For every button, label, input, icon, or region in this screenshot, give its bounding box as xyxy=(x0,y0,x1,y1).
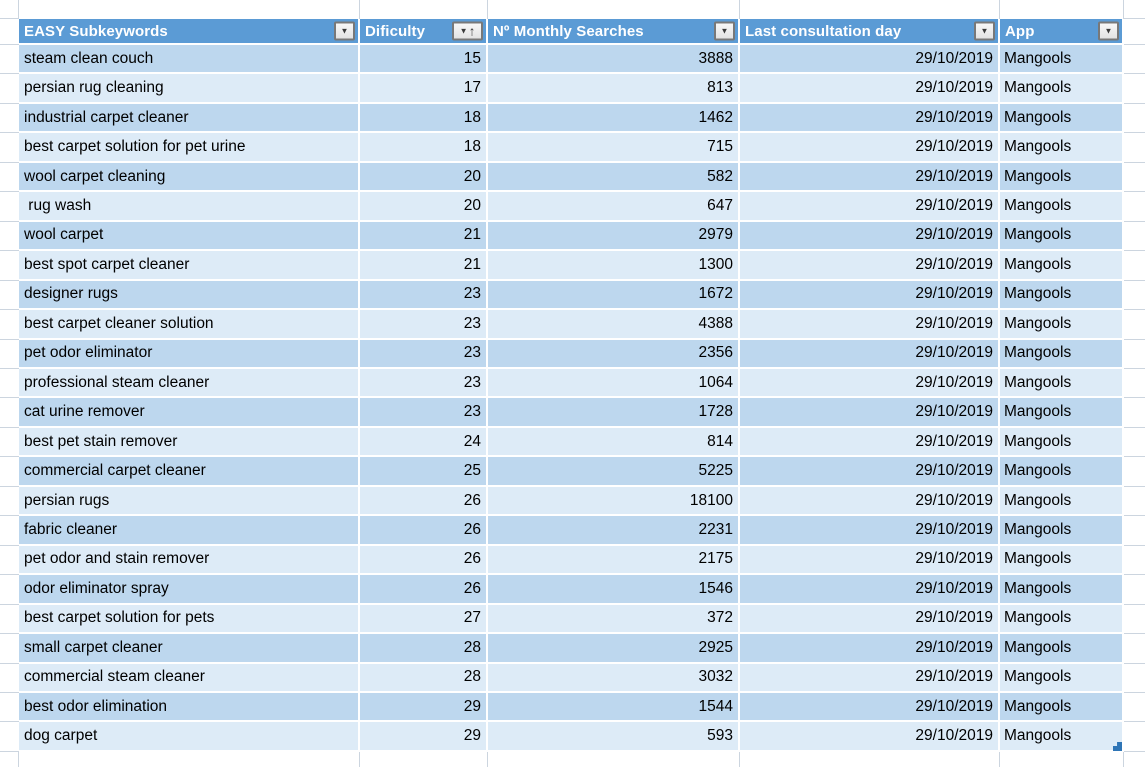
cell-app[interactable]: Mangools xyxy=(1000,457,1124,486)
right-margin-cell xyxy=(1124,222,1145,251)
cell-difficulty[interactable]: 23 xyxy=(360,398,488,427)
gridline-segment xyxy=(488,752,740,767)
cell-keyword[interactable]: best spot carpet cleaner xyxy=(19,251,360,280)
right-margin-cell xyxy=(1124,693,1145,722)
cell-last-consultation-day[interactable]: 29/10/2019 xyxy=(740,575,1000,604)
cell-difficulty[interactable]: 28 xyxy=(360,634,488,663)
cell-app[interactable]: Mangools xyxy=(1000,104,1124,133)
cell-keyword[interactable]: persian rugs xyxy=(19,487,360,516)
right-margin-cell xyxy=(1124,192,1145,221)
right-margin-cell xyxy=(1124,310,1145,339)
right-margin-cell xyxy=(1124,133,1145,162)
left-margin-cell xyxy=(0,310,19,339)
cell-keyword[interactable]: fabric cleaner xyxy=(19,516,360,545)
cell-app[interactable]: Mangools xyxy=(1000,45,1124,74)
cell-last-consultation-day[interactable]: 29/10/2019 xyxy=(740,546,1000,575)
table-row xyxy=(0,428,1145,457)
left-margin-cell xyxy=(0,516,19,545)
cell-keyword[interactable]: best carpet cleaner solution xyxy=(19,310,360,339)
cell-keyword[interactable]: best carpet solution for pet urine xyxy=(19,133,360,162)
table-row xyxy=(0,575,1145,604)
left-margin-cell xyxy=(0,74,19,103)
gridline-segment xyxy=(0,752,19,767)
gridline-segment xyxy=(740,0,1000,19)
cell-keyword[interactable]: best odor elimination xyxy=(19,693,360,722)
left-margin-cell xyxy=(0,546,19,575)
cell-difficulty[interactable]: 23 xyxy=(360,340,488,369)
cell-app[interactable]: Mangools xyxy=(1000,398,1124,427)
right-margin-cell xyxy=(1124,19,1145,45)
right-margin-cell xyxy=(1124,457,1145,486)
cell-last-consultation-day[interactable]: 29/10/2019 xyxy=(740,104,1000,133)
cell-app[interactable]: Mangools xyxy=(1000,163,1124,192)
cell-difficulty[interactable]: 17 xyxy=(360,74,488,103)
left-margin-cell xyxy=(0,281,19,310)
top-margin xyxy=(0,0,1145,19)
cell-monthly-searches[interactable]: 582 xyxy=(488,163,740,192)
cell-last-consultation-day[interactable]: 29/10/2019 xyxy=(740,693,1000,722)
cell-monthly-searches[interactable]: 1544 xyxy=(488,693,740,722)
cell-monthly-searches[interactable]: 593 xyxy=(488,722,740,751)
filter-dropdown-icon: ▼ xyxy=(1104,26,1113,35)
cell-monthly-searches[interactable]: 2175 xyxy=(488,546,740,575)
filter-dropdown-icon: ▼ xyxy=(980,26,989,35)
cell-last-consultation-day[interactable]: 29/10/2019 xyxy=(740,398,1000,427)
cell-last-consultation-day[interactable]: 29/10/2019 xyxy=(740,133,1000,162)
cell-app[interactable]: Mangools xyxy=(1000,310,1124,339)
left-margin-cell xyxy=(0,340,19,369)
cell-keyword[interactable]: odor eliminator spray xyxy=(19,575,360,604)
cell-last-consultation-day[interactable]: 29/10/2019 xyxy=(740,428,1000,457)
cell-monthly-searches[interactable]: 814 xyxy=(488,428,740,457)
table-row xyxy=(0,516,1145,545)
sort-ascending-icon: ↑ xyxy=(468,23,476,39)
filter-dropdown-icon: ▼ xyxy=(340,26,349,35)
cell-app[interactable]: Mangools xyxy=(1000,605,1124,634)
header-label: EASY Subkeywords xyxy=(24,22,168,40)
cell-monthly-searches[interactable]: 1064 xyxy=(488,369,740,398)
cell-difficulty[interactable]: 29 xyxy=(360,693,488,722)
cell-last-consultation-day[interactable]: 29/10/2019 xyxy=(740,664,1000,693)
cell-monthly-searches[interactable]: 2979 xyxy=(488,222,740,251)
cell-keyword[interactable]: professional steam cleaner xyxy=(19,369,360,398)
left-margin-cell xyxy=(0,693,19,722)
cell-app[interactable]: Mangools xyxy=(1000,428,1124,457)
left-margin-cell xyxy=(0,457,19,486)
table-row xyxy=(0,369,1145,398)
header-label: Nº Monthly Searches xyxy=(493,22,644,40)
left-margin-cell xyxy=(0,398,19,427)
right-margin-cell xyxy=(1124,45,1145,74)
cell-last-consultation-day[interactable]: 29/10/2019 xyxy=(740,222,1000,251)
right-margin-cell xyxy=(1124,398,1145,427)
cell-keyword[interactable]: steam clean couch xyxy=(19,45,360,74)
filter-dropdown-icon: ▼ xyxy=(459,26,468,35)
cell-app[interactable]: Mangools xyxy=(1000,340,1124,369)
table-row xyxy=(0,487,1145,516)
cell-difficulty[interactable]: 23 xyxy=(360,310,488,339)
right-margin-cell xyxy=(1124,722,1145,751)
table-row xyxy=(0,722,1145,751)
table-body xyxy=(0,45,1145,752)
cell-last-consultation-day[interactable]: 29/10/2019 xyxy=(740,74,1000,103)
gridline-segment xyxy=(360,752,488,767)
table-row xyxy=(0,74,1145,103)
gridline-segment xyxy=(0,0,19,19)
cell-keyword[interactable]: rug wash xyxy=(19,192,360,221)
cell-app[interactable]: Mangools xyxy=(1000,634,1124,663)
table-row xyxy=(0,133,1145,162)
gridline-segment xyxy=(1000,0,1124,19)
right-margin-cell xyxy=(1124,251,1145,280)
cell-difficulty[interactable]: 23 xyxy=(360,369,488,398)
cell-keyword[interactable]: commercial carpet cleaner xyxy=(19,457,360,486)
cell-app[interactable]: Mangools xyxy=(1000,251,1124,280)
right-margin-cell xyxy=(1124,163,1145,192)
left-margin-cell xyxy=(0,722,19,751)
cell-monthly-searches[interactable]: 1546 xyxy=(488,575,740,604)
cell-monthly-searches[interactable]: 1300 xyxy=(488,251,740,280)
gridline-segment xyxy=(1000,752,1124,767)
cell-keyword[interactable]: small carpet cleaner xyxy=(19,634,360,663)
cell-monthly-searches[interactable]: 3032 xyxy=(488,664,740,693)
table-row xyxy=(0,693,1145,722)
cell-monthly-searches[interactable]: 647 xyxy=(488,192,740,221)
cell-difficulty[interactable]: 20 xyxy=(360,163,488,192)
table-row xyxy=(0,398,1145,427)
table-row xyxy=(0,340,1145,369)
left-margin-cell xyxy=(0,428,19,457)
cell-keyword[interactable]: commercial steam cleaner xyxy=(19,664,360,693)
cell-monthly-searches[interactable]: 372 xyxy=(488,605,740,634)
left-margin-cell xyxy=(0,487,19,516)
cell-last-consultation-day[interactable]: 29/10/2019 xyxy=(740,457,1000,486)
table-row xyxy=(0,281,1145,310)
filter-button-app[interactable] xyxy=(1098,22,1119,41)
cell-keyword[interactable]: pet odor and stain remover xyxy=(19,546,360,575)
cell-difficulty[interactable]: 26 xyxy=(360,575,488,604)
header-last-consultation-day[interactable] xyxy=(740,19,1000,45)
filter-button-last-consultation-day[interactable] xyxy=(974,22,995,41)
cell-difficulty[interactable]: 24 xyxy=(360,428,488,457)
cell-difficulty[interactable]: 26 xyxy=(360,516,488,545)
bottom-margin xyxy=(0,752,1145,767)
gridline-segment xyxy=(360,0,488,19)
left-margin-cell xyxy=(0,163,19,192)
right-margin-cell xyxy=(1124,516,1145,545)
left-margin-cell xyxy=(0,575,19,604)
left-margin-cell xyxy=(0,19,19,45)
cell-monthly-searches[interactable]: 1462 xyxy=(488,104,740,133)
cell-app[interactable]: Mangools xyxy=(1000,546,1124,575)
cell-difficulty[interactable]: 18 xyxy=(360,133,488,162)
right-margin-cell xyxy=(1124,575,1145,604)
cell-last-consultation-day[interactable]: 29/10/2019 xyxy=(740,251,1000,280)
gridline-segment xyxy=(740,752,1000,767)
table-row xyxy=(0,222,1145,251)
right-margin-cell xyxy=(1124,546,1145,575)
left-margin-cell xyxy=(0,369,19,398)
cell-app[interactable]: Mangools xyxy=(1000,74,1124,103)
cell-last-consultation-day[interactable]: 29/10/2019 xyxy=(740,163,1000,192)
cell-difficulty[interactable]: 29 xyxy=(360,722,488,751)
cell-monthly-searches[interactable]: 2356 xyxy=(488,340,740,369)
filter-button-easy-subkeywords[interactable] xyxy=(334,22,355,41)
right-margin-cell xyxy=(1124,369,1145,398)
cell-keyword[interactable]: persian rug cleaning xyxy=(19,74,360,103)
right-margin-cell xyxy=(1124,281,1145,310)
cell-app[interactable]: Mangools xyxy=(1000,487,1124,516)
cell-last-consultation-day[interactable]: 29/10/2019 xyxy=(740,516,1000,545)
cell-monthly-searches[interactable]: 813 xyxy=(488,74,740,103)
cell-difficulty[interactable]: 18 xyxy=(360,104,488,133)
table-row xyxy=(0,546,1145,575)
left-margin-cell xyxy=(0,634,19,663)
cell-monthly-searches[interactable]: 5225 xyxy=(488,457,740,486)
gridline-segment xyxy=(488,0,740,19)
cell-difficulty[interactable]: 26 xyxy=(360,487,488,516)
left-margin-cell xyxy=(0,133,19,162)
cell-last-consultation-day[interactable]: 29/10/2019 xyxy=(740,310,1000,339)
cell-difficulty[interactable]: 21 xyxy=(360,251,488,280)
left-margin-cell xyxy=(0,192,19,221)
cell-last-consultation-day[interactable]: 29/10/2019 xyxy=(740,45,1000,74)
filter-dropdown-icon: ▼ xyxy=(720,26,729,35)
header-label: Dificulty xyxy=(365,22,426,40)
cell-keyword[interactable]: wool carpet xyxy=(19,222,360,251)
header-label: Last consultation day xyxy=(745,22,902,40)
cell-difficulty[interactable]: 27 xyxy=(360,605,488,634)
cell-monthly-searches[interactable]: 2925 xyxy=(488,634,740,663)
table-row xyxy=(0,192,1145,221)
cell-app[interactable]: Mangools xyxy=(1000,192,1124,221)
cell-app[interactable]: Mangools xyxy=(1000,133,1124,162)
cell-keyword[interactable]: wool carpet cleaning xyxy=(19,163,360,192)
filter-button-dificulty-sorted[interactable] xyxy=(452,22,483,41)
cell-last-consultation-day[interactable]: 29/10/2019 xyxy=(740,369,1000,398)
left-margin-cell xyxy=(0,222,19,251)
header-easy-subkeywords[interactable] xyxy=(19,19,360,45)
cell-app[interactable]: Mangools xyxy=(1000,369,1124,398)
cell-difficulty[interactable]: 28 xyxy=(360,664,488,693)
right-margin-cell xyxy=(1124,664,1145,693)
cell-monthly-searches[interactable]: 1728 xyxy=(488,398,740,427)
left-margin-cell xyxy=(0,251,19,280)
left-margin-cell xyxy=(0,605,19,634)
cell-keyword[interactable]: pet odor eliminator xyxy=(19,340,360,369)
right-margin-cell xyxy=(1124,340,1145,369)
header-app[interactable] xyxy=(1000,19,1124,45)
table-row xyxy=(0,251,1145,280)
table-row xyxy=(0,664,1145,693)
table-row xyxy=(0,104,1145,133)
filter-button-monthly-searches[interactable] xyxy=(714,22,735,41)
cell-keyword[interactable]: industrial carpet cleaner xyxy=(19,104,360,133)
cell-keyword[interactable]: best pet stain remover xyxy=(19,428,360,457)
header-label: App xyxy=(1005,22,1035,40)
cell-last-consultation-day[interactable]: 29/10/2019 xyxy=(740,340,1000,369)
table-row xyxy=(0,457,1145,486)
cell-app[interactable]: Mangools xyxy=(1000,516,1124,545)
cell-keyword[interactable]: cat urine remover xyxy=(19,398,360,427)
cell-app[interactable]: Mangools xyxy=(1000,281,1124,310)
table-row xyxy=(0,605,1145,634)
left-margin-cell xyxy=(0,104,19,133)
cell-difficulty[interactable]: 20 xyxy=(360,192,488,221)
cell-app[interactable]: Mangools xyxy=(1000,722,1124,751)
table-row xyxy=(0,45,1145,74)
cell-last-consultation-day[interactable]: 29/10/2019 xyxy=(740,605,1000,634)
right-margin-cell xyxy=(1124,428,1145,457)
cell-app[interactable]: Mangools xyxy=(1000,693,1124,722)
cell-keyword[interactable]: dog carpet xyxy=(19,722,360,751)
cell-monthly-searches[interactable]: 4388 xyxy=(488,310,740,339)
cell-app[interactable]: Mangools xyxy=(1000,575,1124,604)
right-margin-cell xyxy=(1124,605,1145,634)
cell-app[interactable]: Mangools xyxy=(1000,222,1124,251)
table-row xyxy=(0,634,1145,663)
right-margin-cell xyxy=(1124,487,1145,516)
cell-difficulty[interactable]: 26 xyxy=(360,546,488,575)
cell-keyword[interactable]: designer rugs xyxy=(19,281,360,310)
cell-last-consultation-day[interactable]: 29/10/2019 xyxy=(740,281,1000,310)
cell-last-consultation-day[interactable]: 29/10/2019 xyxy=(740,634,1000,663)
cell-keyword[interactable]: best carpet solution for pets xyxy=(19,605,360,634)
cell-last-consultation-day[interactable]: 29/10/2019 xyxy=(740,722,1000,751)
cell-last-consultation-day[interactable]: 29/10/2019 xyxy=(740,487,1000,516)
right-margin-cell xyxy=(1124,74,1145,103)
cell-monthly-searches[interactable]: 1672 xyxy=(488,281,740,310)
gridline-segment xyxy=(19,0,360,19)
gridline-segment xyxy=(19,752,360,767)
cell-app[interactable]: Mangools xyxy=(1000,664,1124,693)
left-margin-cell xyxy=(0,664,19,693)
gridline-segment xyxy=(1124,0,1145,19)
cell-difficulty[interactable]: 15 xyxy=(360,45,488,74)
cell-last-consultation-day[interactable]: 29/10/2019 xyxy=(740,192,1000,221)
table-header-row xyxy=(0,19,1145,45)
header-monthly-searches[interactable] xyxy=(488,19,740,45)
cell-difficulty[interactable]: 21 xyxy=(360,222,488,251)
right-margin-cell xyxy=(1124,104,1145,133)
right-margin-cell xyxy=(1124,634,1145,663)
table-row xyxy=(0,310,1145,339)
cell-difficulty[interactable]: 23 xyxy=(360,281,488,310)
header-dificulty[interactable] xyxy=(360,19,488,45)
table-row xyxy=(0,163,1145,192)
cell-monthly-searches[interactable]: 3888 xyxy=(488,45,740,74)
cell-monthly-searches[interactable]: 715 xyxy=(488,133,740,162)
left-margin-cell xyxy=(0,45,19,74)
cell-difficulty[interactable]: 25 xyxy=(360,457,488,486)
gridline-segment xyxy=(1124,752,1145,767)
cell-monthly-searches[interactable]: 2231 xyxy=(488,516,740,545)
cell-monthly-searches[interactable]: 18100 xyxy=(488,487,740,516)
